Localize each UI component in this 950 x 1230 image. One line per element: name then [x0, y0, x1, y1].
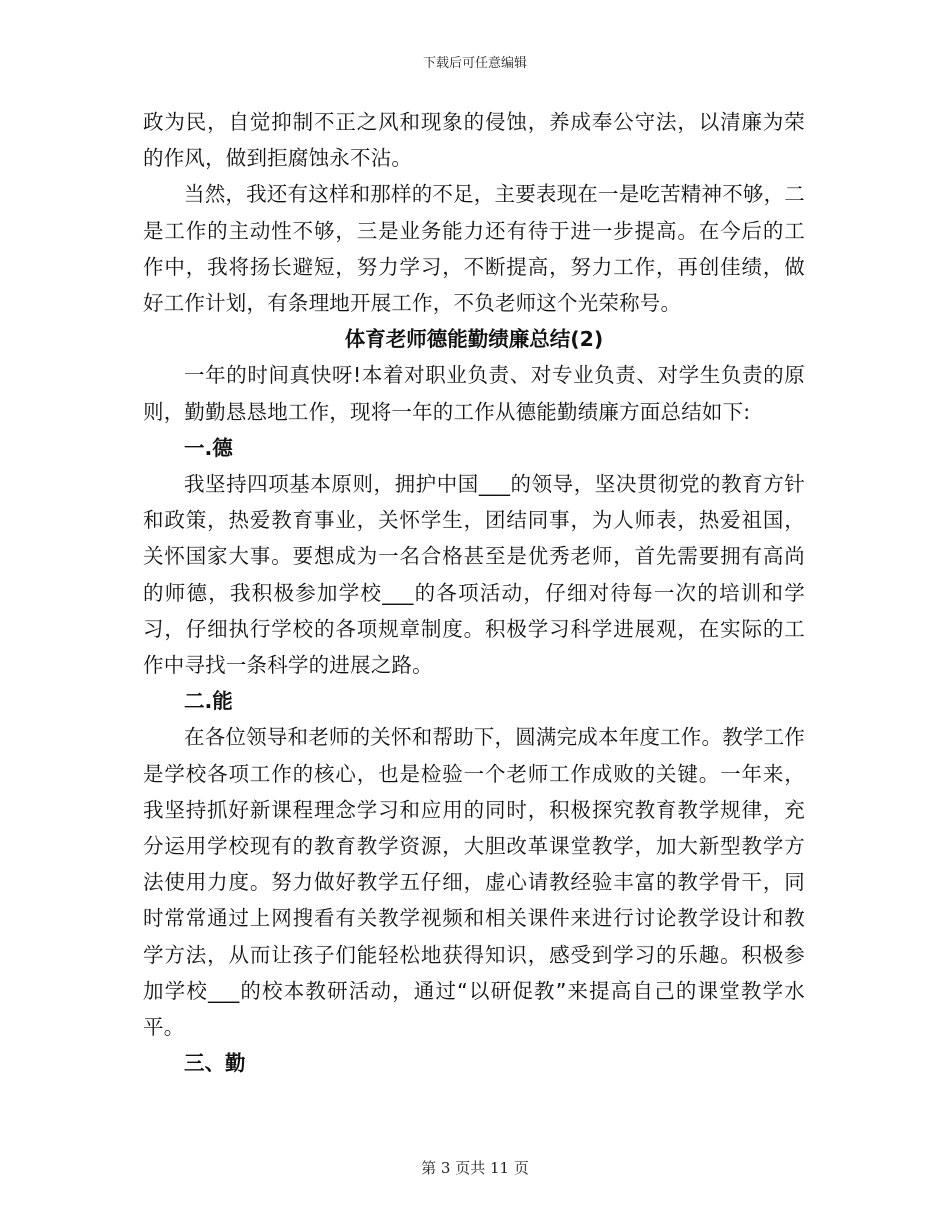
- heading-qin: 三、勤: [184, 1051, 246, 1076]
- page-footer: 第 3 页共 11 页: [421, 1159, 529, 1177]
- paragraph-shortcomings: 当然，我还有这样和那样的不足，主要表现在一是吃苦精神不够，二是工作的主动性不够，三是业务能力还有待于进一步提高。在今后的工作中，我将扬长避短，努力学习，不断提高，努力工作，再创佳绩，做好工作计划，有条理地开展工作，不负老师这个光荣称号。: [143, 182, 805, 316]
- paragraph-de: 我坚持四项基本原则，拥护中国___的领导，坚决贯彻党的教育方针和政策，热爱教育事业，关怀学生，团结同事，为人师表，热爱祖国，关怀国家大事。要想成为一名合格甚至是优秀老师，首先需要拥有高尚的师德，我积极参加学校___的各项活动，仔细对待每一次的培训和学习，仔细执行学校的各项规章制度。积极学习科学进展观，在实际的工作中寻找一条科学的进展之路。: [143, 472, 805, 678]
- paragraph-continuation: 政为民，自觉抑制不正之风和现象的侵蚀，养成奉公守法，以清廉为荣的作风，做到拒腐蚀永不沾。: [143, 110, 805, 171]
- document-body: [143, 104, 805, 1081]
- heading-neng: 二.能: [184, 689, 233, 714]
- heading-de: 一.德: [184, 435, 233, 460]
- paragraph-intro: 一年的时间真快呀!本着对职业负责、对专业负责、对学生负责的原则，勤勤恳恳地工作，现将一年的工作从德能勤绩廉方面总结如下:: [143, 363, 805, 424]
- paragraph-neng: 在各位领导和老师的关怀和帮助下，圆满完成本年度工作。教学工作是学校各项工作的核心，也是检验一个老师工作成败的关键。一年来，我坚持抓好新课程理念学习和应用的同时，积极探究教育教学规律，充分运用学校现有的教育教学资源，大胆改革课堂教学，加大新型教学方法使用力度。努力做好教学五仔细，虚心请教经验丰富的教学骨干，同时常常通过上网搜看有关教学视频和相关课件来进行讨论教学设计和教学方法，从而让孩子们能轻松地获得知识，感受到学习的乐趣。积极参加学校___的校本教研活动，通过“以研促教”来提高自己的课堂教学水平。: [143, 725, 805, 1040]
- page-header: 下载后可任意编辑: [422, 56, 527, 71]
- section-title: 体育老师德能勤绩廉总结(2): [344, 327, 604, 352]
